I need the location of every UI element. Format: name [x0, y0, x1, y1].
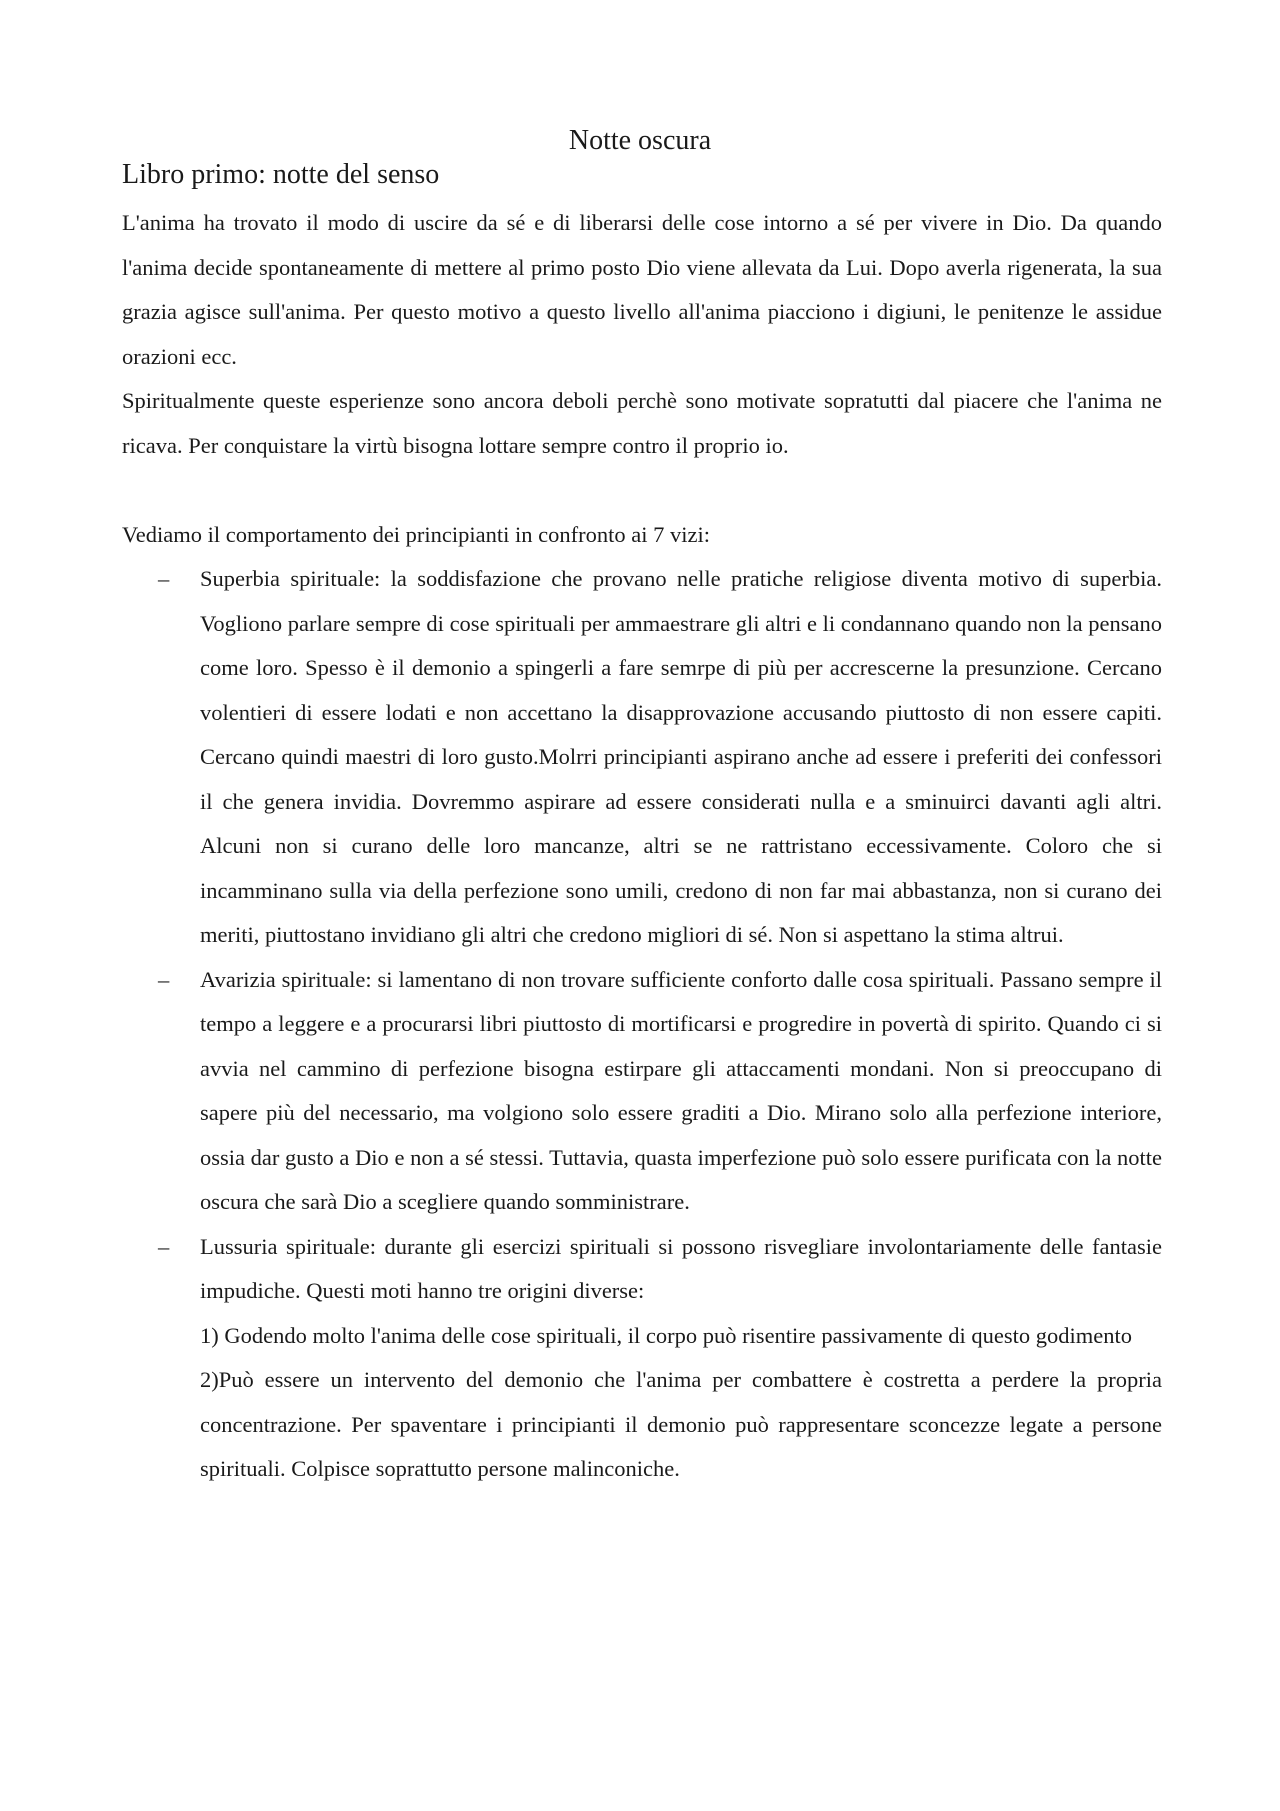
- list-item: [122, 557, 1162, 958]
- vices-list: [122, 557, 1162, 1492]
- vices-intro: Vediamo il comportamento dei principianti in confronto ai 7 vizi:: [122, 521, 710, 547]
- vice-paragraph: 1) Godendo molto l'anima delle cose spirituali, il corpo può risentire passivamente di questo godimento: [200, 1322, 1132, 1348]
- vice-paragraph: 2)Può essere un intervento del demonio che l'anima per combattere è costretta a perdere la propria concentrazione. Per spaventare i principianti il demonio può rappresentare sconcezze legate a persone spirituali. Colpisce soprattutto persone malinconiche.: [200, 1367, 1162, 1481]
- list-item: [122, 958, 1162, 1225]
- document-title: Notte oscura: [568, 125, 712, 156]
- vice-paragraph: Lussuria spirituale: durante gli esercizi spirituali si possono risvegliare involontariamente delle fantasie impudiche. Questi moti hanno tre origini diverse:: [200, 1233, 1162, 1303]
- document-body: [122, 158, 1162, 1492]
- dash-bullet: –: [158, 566, 170, 591]
- intro-paragraph: Spiritualmente queste esperienze sono ancora deboli perchè sono motivate sopratutti dal piacere che l'anima ne ricava. Per conquistare la virtù bisogna lottare sempre contro il proprio io.: [122, 388, 1162, 458]
- vice-paragraph: Avarizia spirituale: si lamentano di non trovare sufficiente conforto dalle cosa spirituali. Passano sempre il tempo a leggere e a procurarsi libri piuttosto di mortificarsi e progredire in povertà di spirito. Quando ci si avvia nel cammino di perfezione bisogna estirpare gli attaccamenti mondani. Non si preoccupano di sapere più del necessario, ma volgiono solo essere graditi a Dio. Mirano solo alla perfezione interiore, ossia dar gusto a Dio e non a sé stessi. Tuttavia, quasta imperfezione può solo essere purificata con la notte oscura che sarà Dio a scegliere quando somministrare.: [200, 966, 1162, 1214]
- vice-paragraph: Superbia spirituale: la soddisfazione che provano nelle pratiche religiose diventa motivo di superbia. Vogliono parlare sempre di cose spirituali per ammaestrare gli altri e li condannano quando non la pensano come loro. Spesso è il demonio a spingerli a fare semrpe di più per accrescerne la presunzione. Cercano volentieri di essere lodati e non accettano la disapprovazione accusando piuttosto di non essere capiti. Cercano quindi maestri di loro gusto.Molrri principianti aspirano anche ad essere i preferiti dei confessori il che genera invidia. Dovremmo aspirare ad essere considerati nulla e a sminuirci davanti agli altri. Alcuni non si curano delle loro mancanze, altri se ne rattristano eccessivamente. Coloro che si incamminano sulla via della perfezione sono umili, credono di non far mai abbastanza, non si curano dei meriti, piuttostano invidiano gli altri che credono migliori di sé. Non si aspettano la stima altrui.: [200, 566, 1162, 947]
- dash-bullet: –: [158, 1233, 170, 1259]
- list-item: [122, 1225, 1162, 1492]
- section-heading: Libro primo: notte del senso: [122, 159, 440, 190]
- paragraph-spacer: [122, 468, 1162, 513]
- dash-bullet: –: [158, 966, 170, 992]
- intro-paragraph: L'anima ha trovato il modo di uscire da sé e di liberarsi delle cose intorno a sé per vivere in Dio. Da quando l'anima decide spontaneamente di mettere al primo posto Dio viene allevata da Lui. Dopo averla rigenerata, la sua grazia agisce sull'anima. Per questo motivo a questo livello all'anima piacciono i digiuni, le penitenze le assidue orazioni ecc.: [122, 210, 1162, 369]
